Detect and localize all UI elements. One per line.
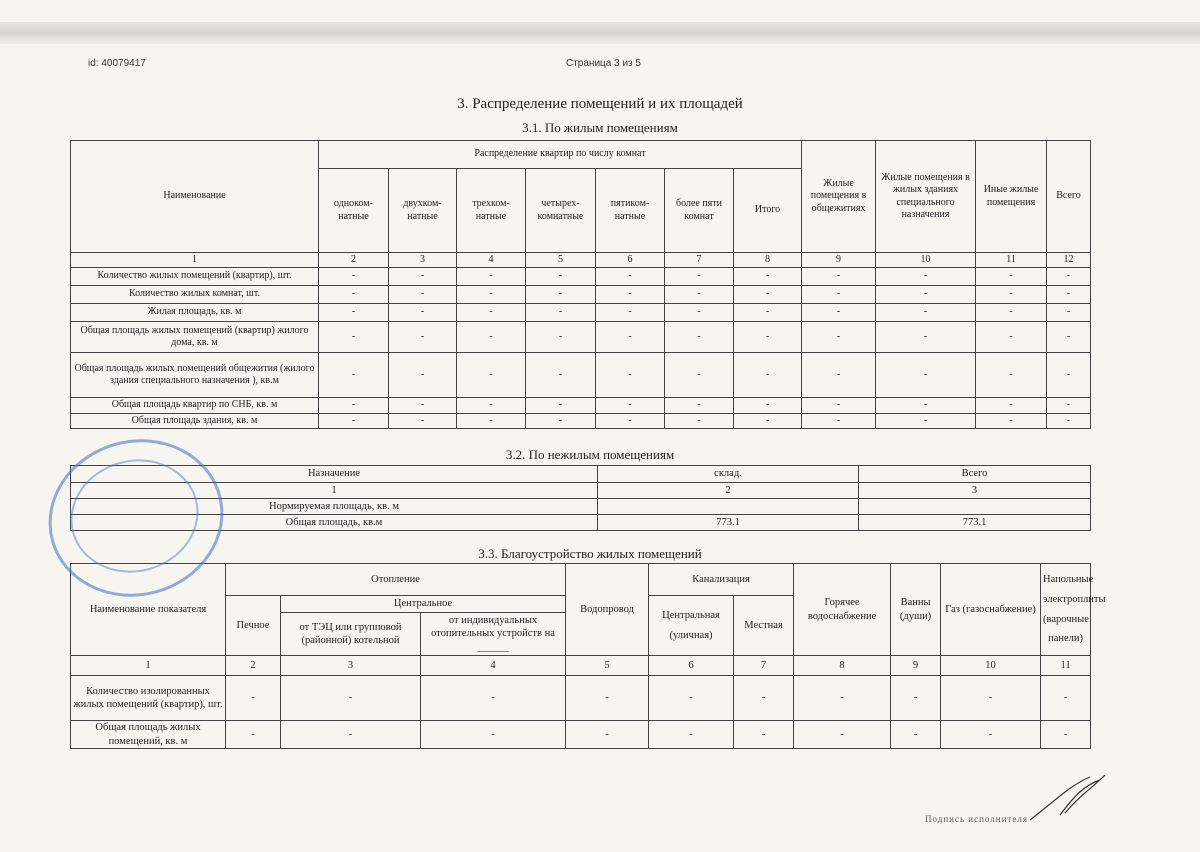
column-number: 2: [598, 483, 859, 499]
section-title: 3. Распределение помещений и их площадей: [457, 96, 743, 112]
column-number: 3: [859, 483, 1091, 499]
table-row: [71, 286, 1091, 304]
column-number: 1: [71, 253, 319, 268]
row-label: Нормируемая площадь, кв. м: [71, 499, 598, 515]
column-number: 10: [876, 253, 976, 268]
cell-value: -: [526, 414, 596, 429]
name-header: Наименование показателя: [71, 564, 226, 656]
row-label: Общая площадь жилых помещений общежития (жилого здания специального назначения ), кв.м: [71, 353, 319, 398]
col-header: трехком-натные: [457, 169, 526, 253]
cell-value: -: [891, 721, 941, 749]
cell-value: -: [319, 268, 389, 286]
cell-value: -: [457, 268, 526, 286]
col-header: двухком-натные: [389, 169, 457, 253]
table-row: [71, 268, 1091, 286]
cell-value: -: [226, 721, 281, 749]
cell-value: -: [389, 398, 457, 414]
cell-value: -: [976, 304, 1047, 322]
column-number: 10: [941, 656, 1041, 676]
column-number: 3: [281, 656, 421, 676]
column-number: 5: [526, 253, 596, 268]
cell-value: -: [876, 398, 976, 414]
cell-value: -: [319, 322, 389, 353]
column-number: 1: [71, 656, 226, 676]
cell-value: -: [457, 414, 526, 429]
cell-value: -: [457, 353, 526, 398]
name-header: Наименование: [71, 141, 319, 253]
cell-value: -: [596, 398, 665, 414]
table-row: [71, 304, 1091, 322]
cell-value: -: [1047, 304, 1091, 322]
sewer-central-header: Центральная (уличная): [649, 596, 734, 656]
cell-value: -: [526, 304, 596, 322]
cell-value: -: [457, 398, 526, 414]
amenities-table: [70, 563, 1106, 749]
residential-table: [70, 140, 1091, 429]
column-number: 6: [649, 656, 734, 676]
col-header: Итого: [734, 169, 802, 253]
column-number: 4: [457, 253, 526, 268]
cell-value: -: [734, 721, 794, 749]
cell-value: -: [802, 353, 876, 398]
cell-value: -: [794, 676, 891, 721]
cell-value: -: [566, 676, 649, 721]
cell-value: -: [734, 676, 794, 721]
tec-header: от ТЭЦ или групповой (районной) котельной: [281, 613, 421, 656]
cell-value: -: [1047, 268, 1091, 286]
cell-value: -: [802, 322, 876, 353]
column-number: 11: [976, 253, 1047, 268]
water-header: Водопровод: [566, 564, 649, 656]
cell-value: -: [976, 268, 1047, 286]
page-number: Страница 3 из 5: [566, 58, 641, 69]
table-row: [71, 721, 1091, 749]
row-label: Общая площадь квартир по СНБ, кв. м: [71, 398, 319, 414]
individual-header: от индивидуальных отопительных устройств на ______: [421, 613, 566, 656]
document-id: id: 40079417: [88, 58, 146, 69]
row-label: Количество жилых комнат, шт.: [71, 286, 319, 304]
cell-value: -: [226, 676, 281, 721]
cell-value: -: [421, 676, 566, 721]
cell-value: -: [389, 268, 457, 286]
cell-value: -: [649, 676, 734, 721]
cell-value: -: [389, 286, 457, 304]
cell-value: -: [389, 304, 457, 322]
col-header: Всего: [1047, 141, 1091, 253]
cell-value: [598, 499, 859, 515]
col-header: склад.: [598, 466, 859, 483]
cell-value: -: [734, 304, 802, 322]
cell-value: -: [566, 721, 649, 749]
cell-value: -: [1041, 721, 1091, 749]
baths-header: Ванны (души): [891, 564, 941, 656]
sewer-local-header: Местная: [734, 596, 794, 656]
row-label: Общая площадь жилых помещений (квартир) жилого дома, кв. м: [71, 322, 319, 353]
column-number: 1: [71, 483, 598, 499]
stoves-header: Напольные электроплиты (варочные панели): [1041, 564, 1091, 656]
signature: [1030, 775, 1110, 825]
heating-header: Отопление: [226, 564, 566, 596]
cell-value: -: [421, 721, 566, 749]
cell-value: -: [734, 353, 802, 398]
cell-value: -: [526, 268, 596, 286]
cell-value: -: [665, 398, 734, 414]
cell-value: -: [389, 414, 457, 429]
column-number: 8: [794, 656, 891, 676]
cell-value: -: [1047, 353, 1091, 398]
column-number: 7: [665, 253, 734, 268]
t2-title: 3.2. По нежилым помещениям: [505, 447, 675, 462]
cell-value: -: [665, 353, 734, 398]
cell-value: -: [665, 286, 734, 304]
column-number: 2: [226, 656, 281, 676]
cell-value: -: [941, 676, 1041, 721]
cell-value: -: [802, 414, 876, 429]
cell-value: -: [876, 322, 976, 353]
cell-value: -: [596, 268, 665, 286]
cell-value: -: [976, 414, 1047, 429]
cell-value: -: [665, 414, 734, 429]
cell-value: -: [1047, 286, 1091, 304]
cell-value: [859, 499, 1091, 515]
row-label: Количество жилых помещений (квартир), шт.: [71, 268, 319, 286]
cell-value: -: [876, 414, 976, 429]
cell-value: 773.1: [598, 515, 859, 531]
column-number: 4: [421, 656, 566, 676]
cell-value: -: [976, 322, 1047, 353]
cell-value: -: [976, 286, 1047, 304]
column-number: 9: [802, 253, 876, 268]
cell-value: -: [734, 268, 802, 286]
cell-value: -: [665, 322, 734, 353]
cell-value: -: [941, 721, 1041, 749]
cell-value: -: [734, 414, 802, 429]
col-header: Всего: [859, 466, 1091, 483]
row-label: Количество изолированных жилых помещений (квартир), шт.: [71, 676, 226, 721]
column-number: 6: [596, 253, 665, 268]
cell-value: -: [526, 398, 596, 414]
cell-value: -: [596, 286, 665, 304]
cell-value: -: [976, 398, 1047, 414]
sewer-header: Канализация: [649, 564, 794, 596]
cell-value: -: [665, 268, 734, 286]
cell-value: -: [794, 721, 891, 749]
column-number: 9: [891, 656, 941, 676]
cell-value: -: [281, 721, 421, 749]
col-header: четырех-комнатные: [526, 169, 596, 253]
cell-value: -: [526, 322, 596, 353]
table-row: [71, 414, 1091, 429]
cell-value: -: [319, 353, 389, 398]
table-row: [71, 353, 1091, 398]
scan-edge: [0, 22, 1200, 44]
cell-value: -: [891, 676, 941, 721]
cell-value: -: [802, 304, 876, 322]
cell-value: -: [389, 322, 457, 353]
group-header: Распределение квартир по числу комнат: [319, 141, 802, 169]
cell-value: -: [876, 268, 976, 286]
cell-value: -: [319, 398, 389, 414]
col-header: более пяти комнат: [665, 169, 734, 253]
cell-value: -: [596, 414, 665, 429]
col-header: одноком-натные: [319, 169, 389, 253]
cell-value: -: [649, 721, 734, 749]
column-number: 7: [734, 656, 794, 676]
column-number: 3: [389, 253, 457, 268]
col-header: Жилые помещения в общежитиях: [802, 141, 876, 253]
cell-value: -: [1047, 414, 1091, 429]
row-label: Общая площадь здания, кв. м: [71, 414, 319, 429]
cell-value: -: [1041, 676, 1091, 721]
cell-value: -: [319, 414, 389, 429]
cell-value: -: [802, 268, 876, 286]
cell-value: -: [526, 353, 596, 398]
column-number: 2: [319, 253, 389, 268]
column-number: 8: [734, 253, 802, 268]
cell-value: -: [1047, 322, 1091, 353]
t1-title: 3.1. По жилым помещениям: [522, 120, 678, 135]
cell-value: -: [596, 353, 665, 398]
row-label: Общая площадь, кв.м: [71, 515, 598, 531]
hot-water-header: Горячее водоснабжение: [794, 564, 891, 656]
column-number: 5: [566, 656, 649, 676]
cell-value: -: [665, 304, 734, 322]
cell-value: -: [734, 286, 802, 304]
cell-value: -: [526, 286, 596, 304]
t3-title: 3.3. Благоустройство жилых помещений: [478, 546, 702, 561]
cell-value: -: [802, 398, 876, 414]
cell-value: -: [1047, 398, 1091, 414]
cell-value: -: [802, 286, 876, 304]
row-label: Жилая площадь, кв. м: [71, 304, 319, 322]
col-header: Назначение: [71, 466, 598, 483]
cell-value: -: [876, 286, 976, 304]
column-number: 11: [1041, 656, 1091, 676]
table-row: [71, 398, 1091, 414]
cell-value: -: [734, 322, 802, 353]
gas-header: Газ (газоснабжение): [941, 564, 1041, 656]
cell-value: -: [596, 322, 665, 353]
cell-value: -: [976, 353, 1047, 398]
signature-caption: Подпись исполнителя: [925, 814, 1028, 824]
central-header: Центральное: [281, 596, 566, 613]
table-row: [71, 322, 1091, 353]
cell-value: -: [876, 304, 976, 322]
col-header: Жилые помещения в жилых зданиях специального назначения: [876, 141, 976, 253]
cell-value: -: [457, 322, 526, 353]
column-number: 12: [1047, 253, 1091, 268]
cell-value: -: [734, 398, 802, 414]
cell-value: -: [319, 304, 389, 322]
col-header: Иные жилые помещения: [976, 141, 1047, 253]
row-label: Общая площадь жилых помещений, кв. м: [71, 721, 226, 749]
stove-header: Печное: [226, 596, 281, 656]
cell-value: -: [876, 353, 976, 398]
cell-value: -: [596, 304, 665, 322]
cell-value: -: [389, 353, 457, 398]
col-header: пятиком-натные: [596, 169, 665, 253]
table-row: [71, 676, 1091, 721]
cell-value: -: [319, 286, 389, 304]
cell-value: -: [457, 286, 526, 304]
cell-value: 773.1: [859, 515, 1091, 531]
cell-value: -: [457, 304, 526, 322]
cell-value: -: [281, 676, 421, 721]
